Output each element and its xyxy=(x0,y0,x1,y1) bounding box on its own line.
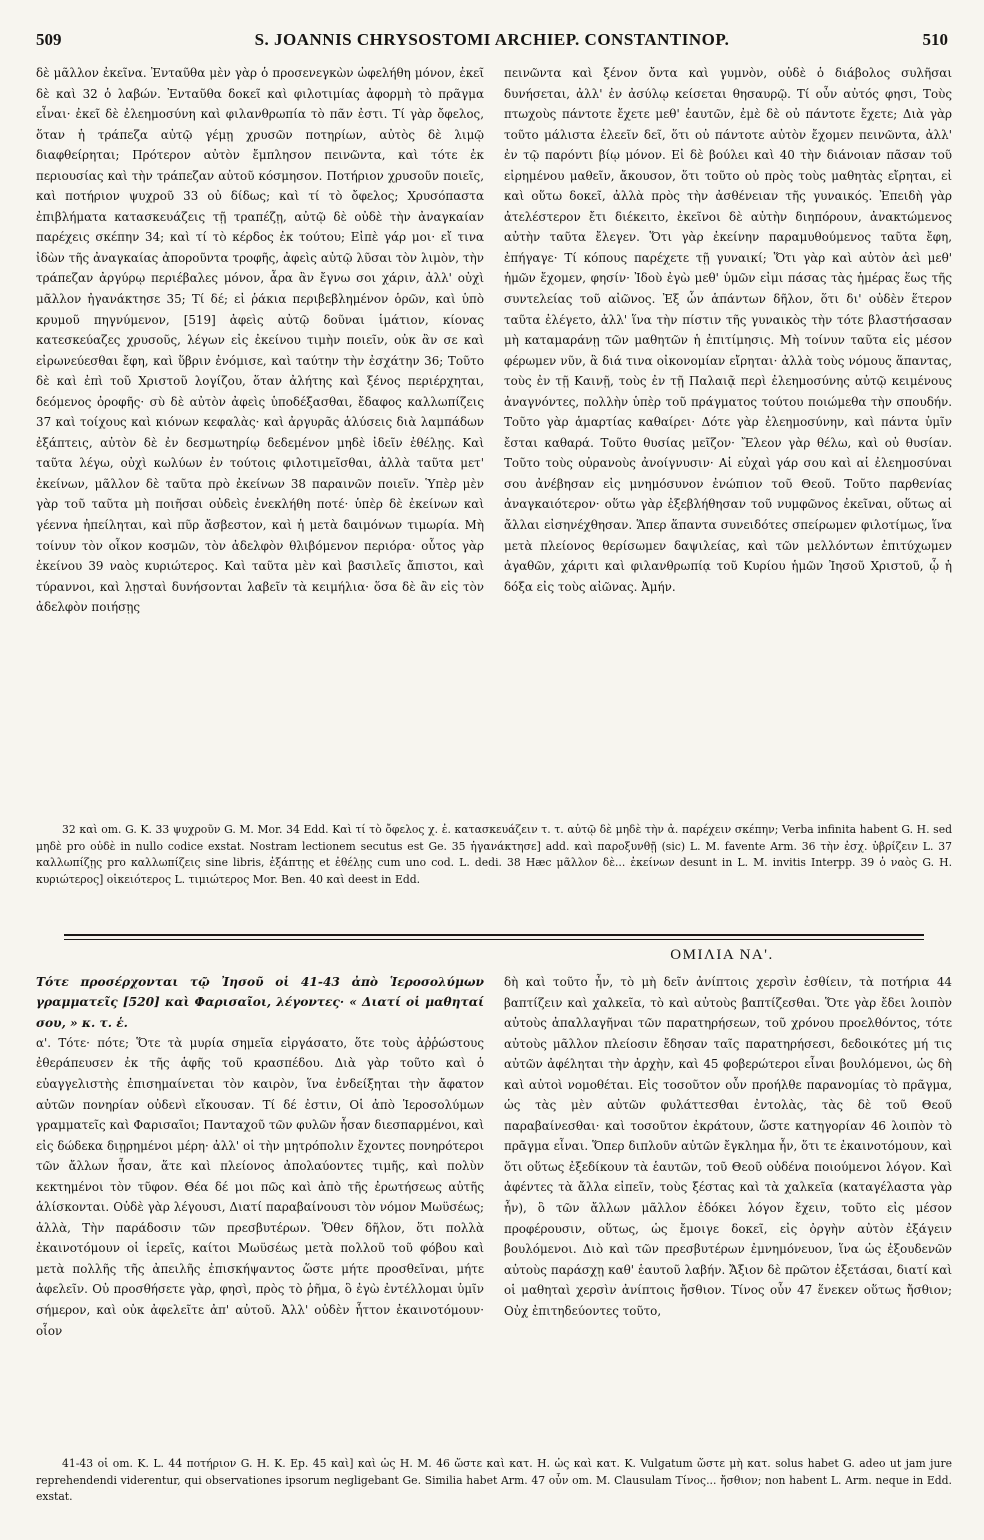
running-title: S. JOANNIS CHRYSOSTOMI ARCHIEP. CONSTANTINOP. xyxy=(254,30,730,49)
page-number-left: 509 xyxy=(36,30,62,49)
section-divider xyxy=(64,934,924,936)
bottom-columns xyxy=(36,972,952,1446)
column-left-top xyxy=(36,63,484,803)
body-text: δὲ μᾶλλον ἐκεῖνα. Ἐνταῦθα μὲν γὰρ ὁ προσενεγκὼν ὠφελήθη μόνον, ἐκεῖ δὲ καὶ 32 ὁ λαβών. Ἐνταῦθα δοκεῖ καὶ φιλοτιμίας ἀφορμὴ τὸ πρᾶγμα εἶναι· ἐκεῖ δὲ ἐλεημοσύνη καὶ φιλανθρωπία τὸ πᾶν ἐστι. Τί γὰρ ὄφελος, ὅταν ἡ τράπεζα αὐτῷ γέμῃ χρυσῶν ποτηρίων, αὐτὸς δὲ λιμῷ διαφθείρηται; Πρότερον αὐτὸν ἔμπλησον πεινῶντα, καὶ τότε ἐκ περιουσίας καὶ τὴν τράπεζαν αὐτοῦ κόσμησον. Ποτήριον χρυσοῦν ποιεῖς, καὶ ποτήριον ψυχροῦ 33 οὐ δίδως; καὶ τί τὸ ὄφελος; Χρυσόπαστα ἐπιβλήματα κατασκευάζεις τῇ τραπέζῃ, αὐτῷ δὲ οὐδὲ τὴν ἀναγκαίαν παρέχεις σκέπην 34; καὶ τί τὸ κέρδος ἐκ τούτου; Εἰπὲ γάρ μοι· εἴ τινα ἰδὼν τῆς ἀναγκαίας ἀποροῦντα τροφῆς, ἀφεὶς αὐτῷ λῦσαι τὸν λιμὸν, τὴν τράπεζαν ἀργύρῳ περιέβαλες μόνον, ἆρα ἂν ἔγνω σοι χάριν, ἀλλ' οὐχὶ μᾶλλον ἠγανάκτησε 35; Τί δέ; εἰ ῥάκια περιβεβλημένον ὁρῶν, καὶ ὑπὸ κρυμοῦ πηγνύμενον, [519] ἀφεὶς αὐτῷ δοῦναι ἱμάτιον, κίονας κατεσκεύαζες χρυσοῦς, λέγων εἰς ἐκείνου τιμὴν ποιεῖν, οὐκ ἂν σε καὶ εἰρωνεύεσθαι ἔφη, καὶ ὕβριν ἐνόμισε, καὶ ταύτην τὴν ἐσχάτην 36; Τοῦτο δὲ καὶ ἐπὶ τοῦ Χριστοῦ λογίζου, ὅταν ἀλήτης καὶ ξένος περιέρχηται, δεόμενος ὀροφῆς· σὺ δὲ αὐτὸν ἀφεὶς ὑποδέξασθαι, ἔδαφος καλλωπίζεις 37 καὶ τοίχους καὶ κιόνων κεφαλὰς· καὶ ἀργυρᾶς ἁλύσεις διὰ λαμπάδων ἐξάπτεις, αὐτὸν δὲ ἐν δεσμωτηρίῳ δεδεμένον μηδὲ ἰδεῖν ἐθέλῃς. Καὶ ταῦτα λέγω, οὐχὶ κωλύων ἐν τούτοις φιλοτιμεῖσθαι, ἀλλὰ ταῦτα μετ' ἐκείνων, μᾶλλον δὲ ταῦτα πρὸ ἐκείνων 38 παραινῶν ποιεῖν. Ὑπὲρ μὲν γὰρ τοῦ ταῦτα μὴ ποιῆσαι οὐδεὶς ἐνεκλήθη ποτέ· ὑπὲρ δὲ ἐκείνων καὶ γέεννα ἠπείληται, καὶ πῦρ ἄσβεστον, καὶ ἡ μετὰ δαιμόνων τιμωρία. Μὴ τοίνυν τὸν οἶκον κοσμῶν, τὸν ἀδελφὸν θλιβόμενον περιόρα· οὗτος γὰρ ἐκείνου 39 ναὸς κυριώτερος. Καὶ ταῦτα μὲν καὶ βασιλεῖς ἄπιστοι, καὶ τύραννοι, καὶ λῃσταὶ δυνήσονται λαβεῖν τὰ κειμήλια· ὅσα δὲ ἂν εἰς τὸν ἀδελφὸν ποιήσῃς xyxy=(36,66,484,615)
footnotes-top: 32 καὶ om. G. K. 33 ψυχροῦν G. M. Mor. 34 Edd. Καὶ τί τὸ ὄφελος χ. ἐ. κατασκευάζειν τ. τ. αὐτῷ δὲ μηδὲ τὴν ἀ. παρέχειν σκέπην; Verba infinita habent G. H. sed μηδὲ pro οὐδὲ in nullo codice exstat. Nostram lectionem secutus est Ge. 35 ἠγανάκτησε] add. καὶ παροξυνθῇ (sic) L. M. favente Arm. 36 τὴν ἐσχ. ὑβρίζειν L. 37 καλλωπίζῃς pro καλλωπίζεις sine libris, ἐξάπτῃς et ἐθέλῃς cum uno cod. L. dedi. 38 Hæc μᾶλλον δὲ... ἐκείνων desunt in L. M. invitis Interpp. 39 ὁ ναὸς G. H. κυριώτερος] οἰκειότερος L. τιμιώτερος Mor. Ben. 40 καὶ deest in Edd. xyxy=(36,823,952,886)
body-text: δὴ καὶ τοῦτο ἦν, τὸ μὴ δεῖν ἀνίπτοις χερσὶν ἐσθίειν, τὰ ποτήρια 44 βαπτίζειν καὶ χαλκεῖα, τὸ καὶ αὐτοὺς βαπτίζεσθαι. Ὅτε γὰρ ἔδει λοιπὸν αὐτοὺς ἀπαλλαγῆναι τῶν παρατηρήσεων, τοῦ χρόνου προελθόντος, τότε αὐτοὺς μᾶλλον πλείοσιν ἔδησαν ταῖς παρατηρήσεσι, δεδοικότες μή τις αὐτῶν ἀφέληται τὴν ἀρχὴν, καὶ 45 φοβερώτεροι εἶναι βουλόμενοι, ὡς δὴ καὶ αὐτοὶ νομοθέται. Εἰς τοσοῦτον οὖν προήλθε παρανομίας τὸ πρᾶγμα, ὡς τὰς μὲν αὐτῶν φυλάττεσθαι ἐντολὰς, τὰς δὲ τοῦ Θεοῦ παραβαίνεσθαι· καὶ τοσοῦτον ἐκράτουν, ὥστε κατηγορίαν 46 λοιπὸν τὸ πρᾶγμα εἶναι. Ὅπερ διπλοῦν αὐτῶν ἔγκλημα ἦν, ὅτι τε ἐκαινοτόμουν, καὶ ὅτι οὕτως ἐξεδίκουν τὰ ἑαυτῶν, τοῦ Θεοῦ οὐδένα ποιούμενοι λόγον. Καὶ ἀφέντες τὰ ἄλλα εἰπεῖν, τοὺς ξέστας καὶ τὰ χαλκεῖα (καταγέλαστα γὰρ ἦν), ὃ τῶν ἄλλων μᾶλλον ἐδόκει λόγον ἔχειν, τοῦτο εἰς μέσον προφέρουσιν, οὕτως, ὡς ἔμοιγε δοκεῖ, εἰς ὀργὴν αὐτὸν ἐξάγειν βουλόμενοι. Διὸ καὶ τῶν πρεσβυτέρων ἐμνημόνευον, ἵνα ὡς ἐξουδενῶν αὐτοὺς παράσχῃ καθ' ἑαυτοῦ λαβήν. Ἄξιον δὲ πρῶτον ἐξετάσαι, διατί καὶ οἱ μαθηταὶ χερσὶν ἀνίπτοις ἤσθιον. Τίνος οὖν 47 ἕνεκεν οὕτως ἤσθιον; Οὐχ ἐπιτηδεύοντες τοῦτο, xyxy=(504,975,952,1318)
homily-title: ΟΜΙΛΙΑ ΝΑ'. xyxy=(670,947,774,963)
body-text: πεινῶντα καὶ ξένον ὄντα καὶ γυμνὸν, οὐδὲ ὁ διάβολος συλῆσαι δυνήσεται, ἀλλ' ἐν ἀσύλῳ κείσεται θησαυρῷ. Τί οὖν αὐτός φησι, Τοὺς πτωχοὺς πάντοτε ἔχετε μεθ' ἑαυτῶν, ἐμὲ δὲ οὐ πάντοτε ἔχετε; Διὰ γὰρ τοῦτο μάλιστα ἐλεεῖν δεῖ, ὅτι οὐ πάντοτε αὐτὸν ἔχομεν πεινῶντα, ἀλλ' ἐν τῷ παρόντι βίῳ μόνον. Εἰ δὲ βούλει καὶ 40 τὴν διάνοιαν πᾶσαν τοῦ εἰρημένου μαθεῖν, ἄκουσον, ὅτι τοῦτο οὐ πρὸς τοὺς μαθητὰς εἴρηται, εἰ καὶ οὕτω δοκεῖ, ἀλλὰ πρὸς τὴν ἀσθένειαν τῆς γυναικός. Ἐπειδὴ γὰρ ἀτελέστερον ἔτι διέκειτο, ἐκεῖνοι δὲ αὐτὴν διηπόρουν, ἀνακτώμενος αὐτὴν ταῦτα ἔλεγεν. Ὅτι γὰρ ἐκείνην παραμυθούμενος ταῦτα ἔφη, ἐπήγαγε· Τί κόπους παρέχετε τῇ γυναικί; Ὅτι γὰρ καὶ αὐτὸν ἀεὶ μεθ' ἡμῶν ἔχομεν, φησίν· Ἰδοὺ ἐγὼ μεθ' ὑμῶν εἰμι πάσας τὰς ἡμέρας ἕως τῆς συντελείας τοῦ αἰῶνος. Ἐξ ὧν ἁπάντων δῆλον, ὅτι δι' οὐδὲν ἕτερον ταῦτα ἐλέγετο, ἀλλ' ἵνα τὴν πίστιν τῆς γυναικὸς τὴν τότε βλαστήσασαν μὴ καταμαράνῃ τῶν μαθητῶν ἡ ἐπιτίμησις. Μὴ τοίνυν ταῦτα εἰς μέσον φέρωμεν νῦν, ἃ διά τινα οἰκονομίαν εἴρηται· ἀλλὰ τοὺς νόμους ἅπαντας, τοὺς ἐν τῇ Καινῇ, τοὺς ἐν τῇ Παλαιᾷ περὶ ἐλεημοσύνης αὐτῷ κειμένους ἀναγνόντες, πολλὴν ὑπὲρ τοῦ πράγματος τούτου ποιώμεθα τὴν σπουδήν. Τοῦτο γὰρ ἁμαρτίας καθαίρει· Δότε γὰρ ἐλεημοσύνην, καὶ πάντα ὑμῖν ἔσται καθαρά. Τοῦτο θυσίας μεῖζον· Ἔλεον γὰρ θέλω, καὶ οὐ θυσίαν. Τοῦτο τοὺς οὐρανοὺς ἀνοίγνυσιν· Αἱ εὐχαὶ γάρ σου καὶ αἱ ἐλεημοσύναι σου ἀνέβησαν εἰς μνημόσυνον ἐνώπιον τοῦ Θεοῦ. Τοῦτο παρθενίας ἀναγκαιότερον· οὕτω γὰρ ἐξεβλήθησαν τοῦ νυμφῶνος ἐκεῖναι, οὕτως αἱ ἄλλαι εἰσηνέχθησαν. Ἅπερ ἅπαντα συνειδότες σπείρωμεν φιλοτίμως, ἵνα μετὰ πλείονος θερίσωμεν δαψιλείας, καὶ τῶν μελλόντων ἐπιτύχωμεν ἀγαθῶν, χάριτι καὶ φιλανθρωπίᾳ τοῦ Κυρίου ἡμῶν Ἰησοῦ Χριστοῦ, ᾧ ἡ δόξα εἰς τοὺς αἰῶνας. Ἀμήν. xyxy=(504,66,952,594)
column-right-top xyxy=(504,63,952,803)
top-columns xyxy=(36,63,952,803)
running-head xyxy=(36,30,948,56)
column-left-bottom xyxy=(36,972,484,1446)
column-right-bottom xyxy=(504,972,952,1446)
section-divider-thin xyxy=(64,939,924,940)
body-text: α'. Τότε· πότε; Ὅτε τὰ μυρία σημεῖα εἰργάσατο, ὅτε τοὺς ἀῤῥώστους ἐθεράπευσεν ἐκ τῆς ἁφῆς τοῦ κρασπέδου. Διὰ γὰρ τοῦτο καὶ ὁ εὐαγγελιστὴς ἐπισημαίνεται τὸν καιρὸν, ἵνα ἐνδείξηται τὴν ἄφατον αὐτῶν πονηρίαν οὐδενὶ εἴκουσαν. Τί δέ ἐστιν, Οἱ ἀπὸ Ἱεροσολύμων γραμματεῖς καὶ Φαρισαῖοι; Πανταχοῦ τῶν φυλῶν ἦσαν διεσπαρμένοι, καὶ εἰς δώδεκα διῃρημένοι μέρη· ἀλλ' οἱ τὴν μητρόπολιν ἔχοντες πονηρότεροι τῶν ἄλλων ἦσαν, ἅτε καὶ πλείονος ἀπολαύοντες τιμῆς, καὶ πολὺν κεκτημένοι τὸν τῦφον. Θέα δέ μοι πῶς καὶ ἀπὸ τῆς ἐρωτήσεως αὐτῆς ἁλίσκονται. Οὐδὲ γὰρ λέγουσι, Διατί παραβαίνουσι τὸν νόμον Μωϋσέως; ἀλλὰ, Τὴν παράδοσιν τῶν πρεσβυτέρων. Ὅθεν δῆλον, ὅτι πολλὰ ἐκαινοτόμουν οἱ ἱερεῖς, καίτοι Μωϋσέως μετὰ πολλοῦ τοῦ φόβου καὶ μετὰ πολλῆς τῆς ἀπειλῆς ἐπισκήψαντος ὥστε μήτε προσθεῖναι, μήτε ἀφελεῖν. Οὐ προσθήσετε γὰρ, φησὶ, πρὸς τὸ ῥῆμα, ὃ ἐγὼ ἐντέλλομαι ὑμῖν σήμερον, καὶ οὐκ ἀφελεῖτε ἀπ' αὐτοῦ. Ἀλλ' οὐδὲν ἧττον ἐκαινοτόμουν· οἷον xyxy=(36,1035,484,1338)
page-number-right: 510 xyxy=(922,30,948,49)
scripture-lemma: Τότε προσέρχονται τῷ Ἰησοῦ οἱ 41-43 ἀπὸ Ἱεροσολύμων γραμματεῖς [520] καὶ Φαρισαῖοι, λέγοντες· « Διατί οἱ μαθηταί σου, » κ. τ. ἑ. xyxy=(36,975,484,1030)
footnotes-bottom: 41-43 οἱ om. K. L. 44 ποτήριον G. H. K. Ep. 45 καὶ] καὶ ὡς H. M. 46 ὥστε καὶ κατ. H. ὡς καὶ κατ. K. Vulgatum ὥστε μὴ κατ. solus habet G. adeo ut jam jure reprehendendi viderentur, qui observationes ipsorum negligebant Ge. Similia habet Arm. 47 οὖν om. M. Clausulam Τίνος... ἤσθιον; non habent L. Arm. neque in Edd. exstat. xyxy=(36,1457,952,1504)
